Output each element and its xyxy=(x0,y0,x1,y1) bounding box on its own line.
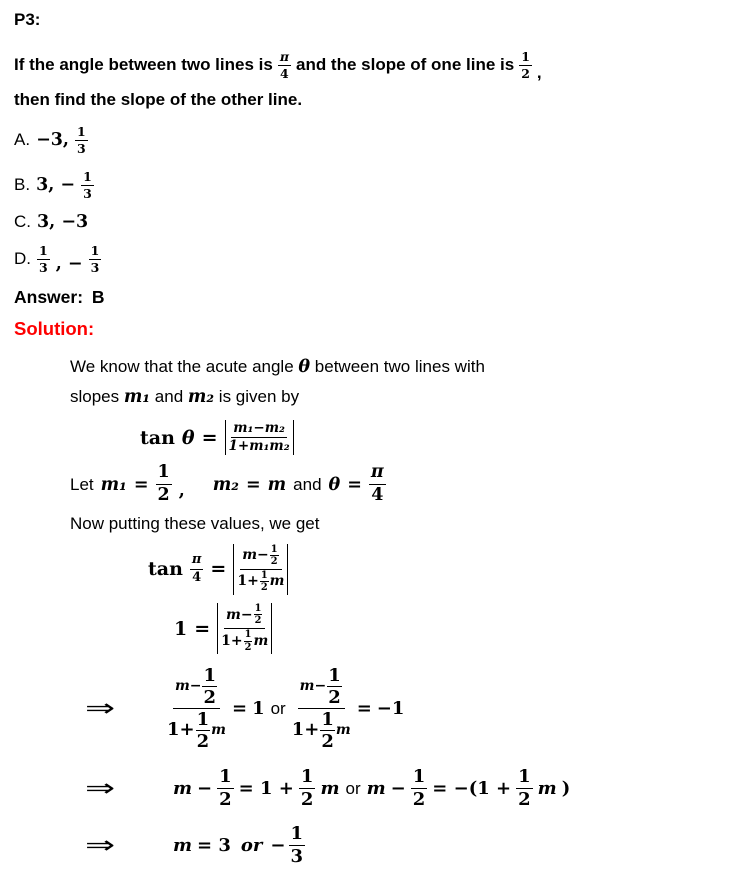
m2-symbol: m₂ xyxy=(187,387,215,408)
option-a xyxy=(14,120,721,160)
tiny-fraction-1-2: $\frac{1}{2}$ xyxy=(203,665,217,708)
tiny-fraction-1-2: $\frac{1}{2}$ xyxy=(270,543,278,568)
theta-symbol: θ xyxy=(181,426,195,449)
question-line-2: then find the slope of the other line. xyxy=(14,90,303,109)
fraction-pi-4: $\frac{\pi}{4}$ xyxy=(191,552,202,585)
fraction-pi-4: $\frac{\pi}{4}$ xyxy=(279,48,289,81)
nested-fraction: m− $\frac{1}{2}$ 1+ $\frac{1}{2}$ m xyxy=(167,665,226,752)
problem-id: P3: xyxy=(14,10,41,29)
absolute-value-bars xyxy=(233,544,288,595)
or-word: or xyxy=(240,835,263,857)
option-d-fraction-1: $\frac{1}{3}$ xyxy=(39,242,48,275)
or-word: or xyxy=(345,778,361,798)
tiny-fraction-1-2: $\frac{1}{2}$ xyxy=(321,709,334,752)
option-c xyxy=(14,210,721,234)
option-b-fraction: $\frac{1}{3}$ xyxy=(83,168,92,201)
tiny-fraction-1-2: $\frac{1}{2}$ xyxy=(244,629,252,653)
option-d xyxy=(14,239,721,279)
tiny-fraction-1-2: $\frac{1}{2}$ xyxy=(254,602,262,627)
implies-arrow-icon: ⇒ xyxy=(85,775,116,803)
now-putting-line: Now putting these values, we get xyxy=(70,513,320,533)
fraction-1-3: $\frac{1}{3}$ xyxy=(290,823,304,868)
let-word: Let xyxy=(70,474,94,494)
formula-tan-theta: tan θ = $\frac{\text{m₁−m₂}}{\text{1+m₁m₂}}$ xyxy=(140,420,721,455)
answer-label: Answer: xyxy=(14,287,84,307)
question-comma: , xyxy=(536,63,542,82)
solution-heading: Solution: xyxy=(14,318,95,339)
theta-symbol: θ xyxy=(298,357,311,377)
fraction-1-2: $\frac{1}{2}$ xyxy=(157,462,170,505)
option-a-fraction: $\frac{1}{3}$ xyxy=(77,123,86,156)
fraction-1-2: $\frac{1}{2}$ xyxy=(412,765,426,811)
step-1: ⇒ m− $\frac{1}{2}$ 1+ $\frac{1}{2}$ m = 1 or m− $\frac{1}{2}$ 1+ $\frac{1}{2}$ m = −1 xyxy=(85,665,405,752)
question-line-1 xyxy=(14,42,721,88)
equation-b: m − $\frac{1}{2}$ = −(1 + $\frac{1}{2}$ m ) xyxy=(366,765,571,811)
step-3: ⇒ m = 3 or − $\frac{1}{3}$ xyxy=(85,823,304,868)
fraction-1-2: $\frac{1}{2}$ xyxy=(521,48,530,81)
option-d-separator: , − xyxy=(55,254,83,274)
m1-symbol: m₁ xyxy=(123,387,151,408)
implies-arrow-icon: ⇒ xyxy=(85,695,116,723)
nested-fraction: m− $\frac{1}{2}$ 1+ $\frac{1}{2}$ m xyxy=(291,665,351,752)
option-d-fraction-2: $\frac{1}{3}$ xyxy=(90,242,100,275)
formula-tan-pi-4: tan $\frac{\pi}{4}$ = m− $\frac{1}{2}$ 1+ $\frac{1}{2}$ m xyxy=(148,544,721,595)
tiny-fraction-1-2: $\frac{1}{2}$ xyxy=(260,569,268,594)
implies-arrow-icon: ⇒ xyxy=(85,832,116,860)
tiny-fraction-1-2: $\frac{1}{2}$ xyxy=(328,665,341,708)
absolute-value-bars xyxy=(217,603,272,654)
answer-value: B xyxy=(91,287,105,307)
solution-intro xyxy=(70,352,721,412)
equation-a: m − $\frac{1}{2}$ = 1 + $\frac{1}{2}$ m xyxy=(173,765,340,811)
intro-line-1: We know that the acute angle θ between two lines with xyxy=(70,357,485,377)
option-a-label: A. xyxy=(14,130,31,149)
option-b-value: 3, − xyxy=(36,175,76,195)
nested-fraction: m− $\frac{1}{2}$ 1+ $\frac{1}{2}$ m xyxy=(221,602,269,653)
tan-function: tan xyxy=(148,558,183,581)
formula-one-equals: 1 = m− $\frac{1}{2}$ 1+ $\frac{1}{2}$ m xyxy=(174,603,721,654)
or-word: or xyxy=(270,698,286,718)
answer-line xyxy=(14,287,721,308)
let-line: Let m₁ = $\frac{1}{2}$ , m₂ = m and θ = $\frac{\pi}{4}$ xyxy=(70,462,384,505)
intro-line-2: slopes m₁ and m₂ is given by xyxy=(70,387,300,408)
slope-fraction: $\frac{\text{m₁−m₂}}{\text{1+m₁m₂}}$ xyxy=(228,420,290,455)
option-b xyxy=(14,165,721,205)
option-c-value: 3, −3 xyxy=(37,212,89,232)
absolute-value-bars xyxy=(225,420,294,455)
option-c-label: C. xyxy=(14,212,31,231)
fraction-1-2: $\frac{1}{2}$ xyxy=(300,765,314,811)
step-2 xyxy=(85,767,721,810)
fraction-1-2: $\frac{1}{2}$ xyxy=(219,765,232,811)
option-a-value: −3, xyxy=(36,130,69,150)
option-d-label: D. xyxy=(14,249,31,268)
fraction-1-2: $\frac{1}{2}$ xyxy=(518,765,531,811)
fraction-pi-4: $\frac{\pi}{4}$ xyxy=(370,462,384,505)
question-text-1: If the angle between two lines is xyxy=(14,55,273,74)
option-b-label: B. xyxy=(14,175,31,194)
and-word: and xyxy=(293,474,322,494)
tan-function: tan xyxy=(140,426,175,449)
nested-fraction: m− $\frac{1}{2}$ 1+ $\frac{1}{2}$ m xyxy=(237,543,285,594)
question-text-2: and the slope of one line is xyxy=(295,55,515,74)
tiny-fraction-1-2: $\frac{1}{2}$ xyxy=(196,709,210,752)
